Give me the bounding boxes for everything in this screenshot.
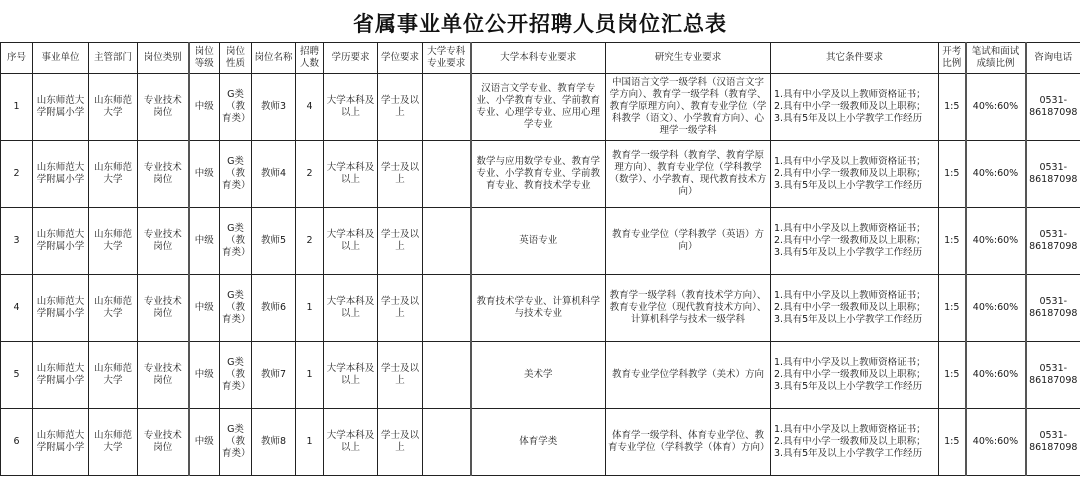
header-unit: 事业单位: [33, 43, 89, 74]
cell-count: 2: [296, 141, 324, 208]
cell-ratio: 1:5: [939, 409, 966, 476]
table-row: [1, 74, 1080, 141]
cell-degree: 学士及以上: [378, 409, 423, 476]
condition-line: 2.具有中小学一级教师及以上职称；: [774, 436, 926, 447]
cell-education: 大学本科及以上: [324, 141, 378, 208]
condition-line: 1.具有中小学及以上教师资格证书；: [774, 357, 926, 368]
cell-junior-major: [423, 141, 471, 208]
header-row: [1, 43, 1080, 74]
cell-level: 中级: [189, 409, 220, 476]
cell-phone: 0531-86187098: [1026, 409, 1080, 476]
cell-degree: 学士及以上: [378, 74, 423, 141]
cell-seq: 1: [1, 74, 33, 141]
cell-unit: 山东师范大学附属小学: [33, 74, 89, 141]
header-education: 学历要求: [324, 43, 378, 74]
cell-level: 中级: [189, 74, 220, 141]
cell-nature: G类（教育类）: [220, 208, 252, 275]
table-row: [1, 342, 1080, 409]
cell-dept: 山东师范大学: [89, 74, 138, 141]
cell-grad-major: 教育学一级学科（教育技术学方向）、教育专业学位（现代教育技术方向）、计算机科学与技术一级学科: [606, 275, 771, 342]
cell-unit: 山东师范大学附属小学: [33, 208, 89, 275]
cell-post-type: 专业技术岗位: [138, 141, 189, 208]
cell-score-ratio: 40%:60%: [966, 409, 1026, 476]
cell-count: 1: [296, 409, 324, 476]
cell-dept: 山东师范大学: [89, 208, 138, 275]
cell-ratio: 1:5: [939, 275, 966, 342]
condition-line: 3.具有5年及以上小学教学工作经历: [774, 180, 923, 191]
condition-line: 1.具有中小学及以上教师资格证书；: [774, 290, 926, 301]
condition-line: 1.具有中小学及以上教师资格证书；: [774, 89, 926, 100]
cell-education: 大学本科及以上: [324, 74, 378, 141]
header-bachelor-major: 大学本科专业要求: [471, 43, 606, 74]
cell-education: 大学本科及以上: [324, 342, 378, 409]
header-seq: 序号: [1, 43, 33, 74]
condition-line: 2.具有中小学一级教师及以上职称；: [774, 101, 926, 112]
cell-education: 大学本科及以上: [324, 208, 378, 275]
cell-seq: 6: [1, 409, 33, 476]
cell-unit: 山东师范大学附属小学: [33, 409, 89, 476]
cell-post-name: 教师7: [252, 342, 296, 409]
cell-phone: 0531-86187098: [1026, 275, 1080, 342]
cell-bachelor-major: 体育学类: [471, 409, 606, 476]
cell-score-ratio: 40%:60%: [966, 141, 1026, 208]
condition-line: 3.具有5年及以上小学教学工作经历: [774, 381, 923, 392]
condition-line: 3.具有5年及以上小学教学工作经历: [774, 314, 923, 325]
table-row: [1, 409, 1080, 476]
cell-count: 4: [296, 74, 324, 141]
cell-score-ratio: 40%:60%: [966, 275, 1026, 342]
cell-count: 1: [296, 275, 324, 342]
cell-junior-major: [423, 275, 471, 342]
cell-level: 中级: [189, 342, 220, 409]
condition-line: 3.具有5年及以上小学教学工作经历: [774, 113, 923, 124]
cell-post-name: 教师5: [252, 208, 296, 275]
header-ratio: 开考比例: [939, 43, 966, 74]
condition-line: 2.具有中小学一级教师及以上职称；: [774, 235, 926, 246]
cell-grad-major: 体育学一级学科、体育专业学位、教育专业学位（学科教学（体育）方向）: [606, 409, 771, 476]
header-post-type: 岗位类别: [138, 43, 189, 74]
condition-line: 3.具有5年及以上小学教学工作经历: [774, 247, 923, 258]
cell-nature: G类（教育类）: [220, 141, 252, 208]
cell-grad-major: 教育专业学位学科教学（美术）方向: [606, 342, 771, 409]
cell-unit: 山东师范大学附属小学: [33, 141, 89, 208]
cell-unit: 山东师范大学附属小学: [33, 275, 89, 342]
cell-degree: 学士及以上: [378, 275, 423, 342]
cell-nature: G类（教育类）: [220, 409, 252, 476]
cell-level: 中级: [189, 275, 220, 342]
header-other: 其它条件要求: [771, 43, 939, 74]
table-row: [1, 275, 1080, 342]
cell-nature: G类（教育类）: [220, 275, 252, 342]
header-nature: 岗位性质: [220, 43, 252, 74]
header-degree: 学位要求: [378, 43, 423, 74]
condition-line: 3.具有5年及以上小学教学工作经历: [774, 448, 923, 459]
cell-other: [771, 74, 939, 141]
table-row: [1, 208, 1080, 275]
cell-ratio: 1:5: [939, 74, 966, 141]
cell-other: [771, 141, 939, 208]
cell-level: 中级: [189, 208, 220, 275]
cell-nature: G类（教育类）: [220, 74, 252, 141]
cell-bachelor-major: 汉语言文学专业、教育学专业、小学教育专业、学前教育专业、心理学专业、应用心理学专业: [471, 74, 606, 141]
cell-ratio: 1:5: [939, 208, 966, 275]
cell-phone: 0531-86187098: [1026, 208, 1080, 275]
cell-post-type: 专业技术岗位: [138, 74, 189, 141]
cell-degree: 学士及以上: [378, 208, 423, 275]
header-phone: 咨询电话: [1026, 43, 1080, 74]
page-title: 省属事业单位公开招聘人员岗位汇总表: [353, 11, 727, 36]
cell-seq: 2: [1, 141, 33, 208]
cell-ratio: 1:5: [939, 141, 966, 208]
cell-other: [771, 208, 939, 275]
cell-junior-major: [423, 208, 471, 275]
condition-line: 1.具有中小学及以上教师资格证书；: [774, 156, 926, 167]
cell-bachelor-major: 美术学: [471, 342, 606, 409]
cell-phone: 0531-86187098: [1026, 342, 1080, 409]
cell-post-type: 专业技术岗位: [138, 208, 189, 275]
cell-grad-major: 中国语言文学一级学科（汉语言文字学方向）、教育学一级学科（教育学、教育学原理方向）、教育专业学位（学科教学（语文）、小学教育方向）、心理学一级学科: [606, 74, 771, 141]
cell-post-type: 专业技术岗位: [138, 275, 189, 342]
cell-count: 2: [296, 208, 324, 275]
cell-seq: 4: [1, 275, 33, 342]
condition-line: 2.具有中小学一级教师及以上职称；: [774, 302, 926, 313]
cell-dept: 山东师范大学: [89, 409, 138, 476]
condition-line: 1.具有中小学及以上教师资格证书；: [774, 424, 926, 435]
cell-count: 1: [296, 342, 324, 409]
cell-post-name: 教师4: [252, 141, 296, 208]
cell-unit: 山东师范大学附属小学: [33, 342, 89, 409]
header-grad-major: 研究生专业要求: [606, 43, 771, 74]
cell-post-name: 教师6: [252, 275, 296, 342]
cell-score-ratio: 40%:60%: [966, 208, 1026, 275]
cell-seq: 3: [1, 208, 33, 275]
cell-bachelor-major: 数学与应用数学专业、教育学专业、小学教育专业、学前教育专业、教育技术学专业: [471, 141, 606, 208]
cell-ratio: 1:5: [939, 342, 966, 409]
cell-other: [771, 342, 939, 409]
header-post-name: 岗位名称: [252, 43, 296, 74]
cell-bachelor-major: 英语专业: [471, 208, 606, 275]
cell-post-type: 专业技术岗位: [138, 342, 189, 409]
header-count: 招聘人数: [296, 43, 324, 74]
cell-level: 中级: [189, 141, 220, 208]
positions-table: [0, 42, 1080, 476]
cell-junior-major: [423, 342, 471, 409]
title-bar: [0, 0, 1080, 42]
cell-phone: 0531-86187098: [1026, 141, 1080, 208]
cell-other: [771, 409, 939, 476]
cell-seq: 5: [1, 342, 33, 409]
header-score-ratio: 笔试和面试成绩比例: [966, 43, 1026, 74]
cell-dept: 山东师范大学: [89, 342, 138, 409]
condition-line: 2.具有中小学一级教师及以上职称；: [774, 168, 926, 179]
header-dept: 主管部门: [89, 43, 138, 74]
cell-post-name: 教师3: [252, 74, 296, 141]
cell-grad-major: 教育专业学位（学科教学（英语）方向）: [606, 208, 771, 275]
cell-bachelor-major: 教育技术学专业、计算机科学与技术专业: [471, 275, 606, 342]
table-row: [1, 141, 1080, 208]
condition-line: 1.具有中小学及以上教师资格证书；: [774, 223, 926, 234]
cell-junior-major: [423, 409, 471, 476]
cell-dept: 山东师范大学: [89, 275, 138, 342]
cell-grad-major: 教育学一级学科（教育学、教育学原理方向）、教育专业学位（学科教学（数学）、小学教育、现代教育技术方向）: [606, 141, 771, 208]
cell-education: 大学本科及以上: [324, 275, 378, 342]
cell-score-ratio: 40%:60%: [966, 342, 1026, 409]
cell-nature: G类（教育类）: [220, 342, 252, 409]
header-junior-major: 大学专科专业要求: [423, 43, 471, 74]
header-level: 岗位等级: [189, 43, 220, 74]
cell-degree: 学士及以上: [378, 141, 423, 208]
cell-junior-major: [423, 74, 471, 141]
cell-score-ratio: 40%:60%: [966, 74, 1026, 141]
cell-post-name: 教师8: [252, 409, 296, 476]
cell-education: 大学本科及以上: [324, 409, 378, 476]
cell-phone: 0531-86187098: [1026, 74, 1080, 141]
condition-line: 2.具有中小学一级教师及以上职称；: [774, 369, 926, 380]
cell-post-type: 专业技术岗位: [138, 409, 189, 476]
cell-other: [771, 275, 939, 342]
cell-degree: 学士及以上: [378, 342, 423, 409]
cell-dept: 山东师范大学: [89, 141, 138, 208]
